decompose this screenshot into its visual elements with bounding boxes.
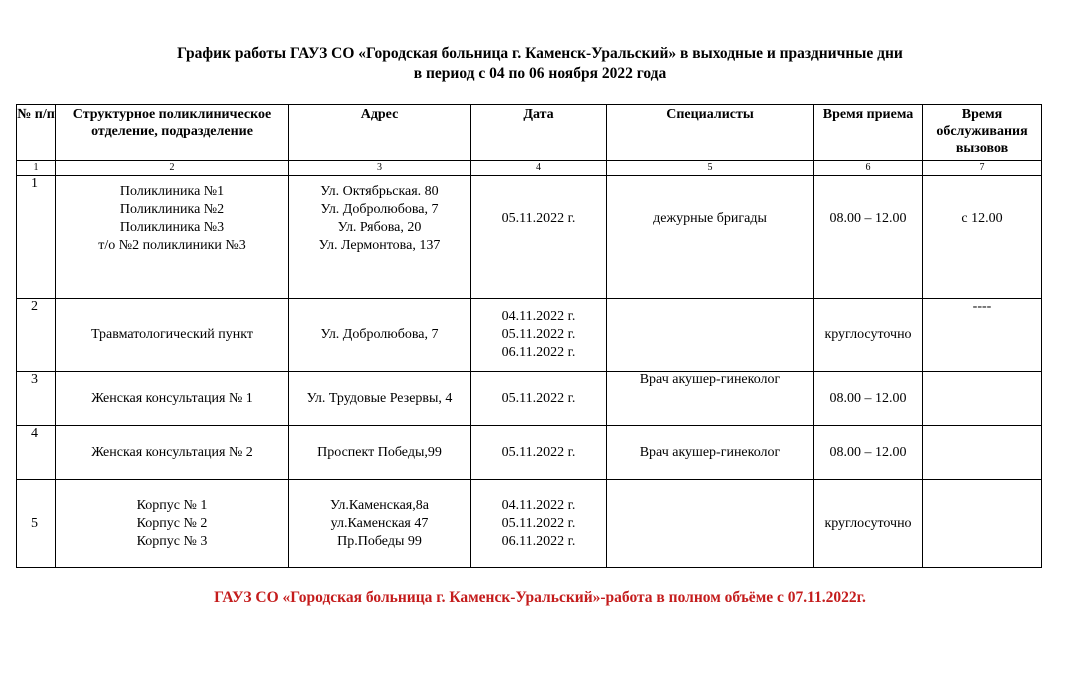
date: 04.11.2022 г. bbox=[501, 497, 576, 513]
schedule-table bbox=[16, 104, 1042, 568]
unit-name: Корпус № 3 bbox=[136, 533, 208, 549]
specialists-cell: Врач акушер-гинеколог bbox=[607, 426, 814, 480]
unit-name: Женская консультация № 2 bbox=[91, 444, 253, 460]
header-reception-time: Время приема bbox=[814, 105, 923, 161]
address-cell bbox=[289, 299, 471, 372]
address: Ул. Лермонтова, 137 bbox=[318, 238, 441, 253]
header-unit: Структурное поликлиническое отделение, подразделение bbox=[56, 105, 289, 161]
header-call-time: Время обслуживания вызовов bbox=[923, 105, 1042, 161]
unit-name: Поликлиника №1 bbox=[119, 184, 225, 199]
column-number: 5 bbox=[607, 161, 814, 176]
page-title bbox=[0, 44, 1080, 84]
date: 06.11.2022 г. bbox=[501, 533, 576, 549]
unit-cell bbox=[56, 480, 289, 568]
header-date: Дата bbox=[471, 105, 607, 161]
row-number: 1 bbox=[17, 176, 56, 299]
date: 05.11.2022 г. bbox=[501, 211, 576, 226]
reception-time-cell: круглосуточно bbox=[814, 299, 923, 372]
address: Ул. Добролюбова, 7 bbox=[320, 202, 439, 217]
address: ул.Каменская 47 bbox=[330, 515, 429, 531]
column-number: 2 bbox=[56, 161, 289, 176]
address: Ул. Рябова, 20 bbox=[337, 220, 422, 235]
row-number: 2 bbox=[17, 299, 56, 372]
address: Проспект Победы,99 bbox=[317, 444, 442, 460]
date: 05.11.2022 г. bbox=[501, 444, 576, 460]
unit-name: Корпус № 1 bbox=[136, 497, 208, 513]
column-number-row bbox=[17, 161, 1042, 176]
unit-name: Женская консультация № 1 bbox=[91, 390, 253, 406]
column-number: 3 bbox=[289, 161, 471, 176]
date-cell bbox=[471, 372, 607, 426]
address-cell bbox=[289, 372, 471, 426]
unit-cell bbox=[56, 372, 289, 426]
reception-time-cell: 08.00 – 12.00 bbox=[814, 176, 923, 299]
unit-cell bbox=[56, 176, 289, 299]
table-row bbox=[17, 176, 1042, 299]
reception-time-cell: 08.00 – 12.00 bbox=[814, 372, 923, 426]
header-specialists: Специалисты bbox=[607, 105, 814, 161]
date-cell bbox=[471, 480, 607, 568]
unit-name: Травматологический пункт bbox=[90, 327, 253, 342]
unit-name: Поликлиника №2 bbox=[119, 202, 225, 217]
address: Пр.Победы 99 bbox=[337, 533, 422, 549]
column-number: 6 bbox=[814, 161, 923, 176]
call-time-cell bbox=[923, 426, 1042, 480]
table-row bbox=[17, 372, 1042, 426]
header-row bbox=[17, 105, 1042, 161]
call-time-cell: ---- bbox=[923, 299, 1042, 372]
call-time-cell bbox=[923, 372, 1042, 426]
date: 06.11.2022 г. bbox=[501, 345, 576, 360]
unit-cell bbox=[56, 426, 289, 480]
table-row bbox=[17, 299, 1042, 372]
date: 04.11.2022 г. bbox=[501, 309, 576, 324]
call-time-cell bbox=[923, 480, 1042, 568]
footer-note: ГАУЗ СО «Городская больница г. Каменск-Уральский»-работа в полном объёме с 07.11.2022г. bbox=[214, 589, 866, 606]
date-cell bbox=[471, 176, 607, 299]
address: Ул. Трудовые Резервы, 4 bbox=[306, 390, 453, 406]
row-number: 4 bbox=[17, 426, 56, 480]
row-number: 5 bbox=[17, 480, 56, 568]
address-cell bbox=[289, 426, 471, 480]
table-row bbox=[17, 426, 1042, 480]
date: 05.11.2022 г. bbox=[501, 327, 576, 342]
row-number: 3 bbox=[17, 372, 56, 426]
specialists-cell bbox=[607, 480, 814, 568]
header-address: Адрес bbox=[289, 105, 471, 161]
column-number: 7 bbox=[923, 161, 1042, 176]
column-number: 1 bbox=[17, 161, 56, 176]
address: Ул.Каменская,8а bbox=[330, 497, 429, 513]
address-cell bbox=[289, 480, 471, 568]
title-line-1: График работы ГАУЗ СО «Городская больница г. Каменск-Уральский» в выходные и праздничные дни bbox=[177, 45, 903, 62]
date: 05.11.2022 г. bbox=[501, 390, 576, 406]
reception-time-cell: круглосуточно bbox=[814, 480, 923, 568]
unit-name: т/о №2 поликлиники №3 bbox=[98, 238, 246, 253]
address-cell bbox=[289, 176, 471, 299]
specialists-cell: дежурные бригады bbox=[607, 176, 814, 299]
date-cell bbox=[471, 299, 607, 372]
unit-cell bbox=[56, 299, 289, 372]
title-line-2: в период с 04 по 06 ноября 2022 года bbox=[413, 65, 667, 82]
unit-name: Поликлиника №3 bbox=[119, 220, 225, 235]
address: Ул. Добролюбова, 7 bbox=[320, 327, 439, 342]
header-num: № п/п bbox=[17, 105, 56, 161]
call-time-cell: с 12.00 bbox=[923, 176, 1042, 299]
reception-time-cell: 08.00 – 12.00 bbox=[814, 426, 923, 480]
unit-name: Корпус № 2 bbox=[136, 515, 208, 531]
table-row bbox=[17, 480, 1042, 568]
date-cell bbox=[471, 426, 607, 480]
column-number: 4 bbox=[471, 161, 607, 176]
specialists-cell: Врач акушер-гинеколог bbox=[607, 372, 814, 426]
specialists-cell bbox=[607, 299, 814, 372]
date: 05.11.2022 г. bbox=[501, 515, 576, 531]
address: Ул. Октябрьская. 80 bbox=[320, 184, 439, 199]
